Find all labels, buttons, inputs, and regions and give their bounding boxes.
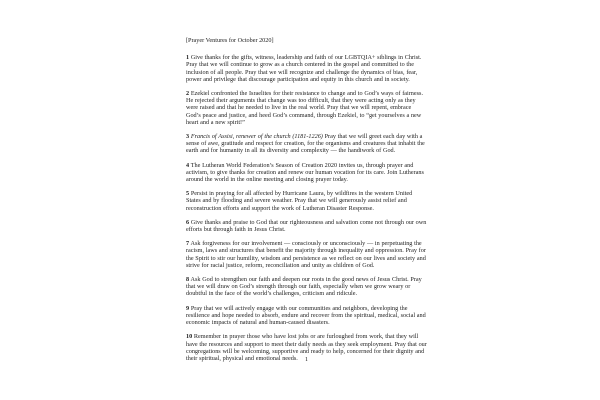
paragraph-text: Ezekiel confronted the Israelites for their resistance to change and to God’s ways of fairness. He rejected their arguments that change was too difficult, that they were acting only as they were raised and that he needed to live in the real world. Pray that we will repent, embrace God’s peace and justice, and heed God’s command, through Ezekiel, to “get yourselves a new heart and a new spirit!” <box>186 90 424 126</box>
paragraph-9 <box>186 305 427 327</box>
page-number: 1 <box>304 356 309 363</box>
paragraph-text: The Lutheran World Federation’s Season of Creation 2020 invites us, through prayer and activism, to give thanks for creation and renew our human vocation for its care. Join Lutherans around the world in the online meeting and closing prayer today. <box>186 161 424 184</box>
paragraph-number: 2 <box>186 90 190 98</box>
document-header: [Prayer Ventures for October 2020] <box>186 37 274 44</box>
paragraph-text: Ask forgiveness for our involvement — consciously or unconsciously — in perpetuating the racism, laws and structures that benefit the majority through inequality and oppression. Pray for the Spirit to stir our humility, wisdom and persistence as we reflect on our lives and society and strive for racial justice, reform, reconciliation and unity as children of God. <box>186 240 426 269</box>
paragraph-1 <box>186 54 427 83</box>
paragraph-text: Ask God to strengthen our faith and deepen our roots in the good news of Jesus Christ. Pray that we will draw on God’s strength through our faith, especially when we grow weary or doubtful in the face of the world’s challenges, criticism and ridicule. <box>186 276 422 298</box>
paragraph-number: 6 <box>186 218 190 226</box>
paragraph-text: Remember in prayer those who have lost jobs or are furloughed from work, that they will have the resources and support to meet their daily needs as they seek employment. Pray that our congregations will be welcoming, supportive and ready to help, concerned for their dignity and their spiritual, physical and emotional needs. <box>186 333 427 362</box>
paragraph-3 <box>186 133 427 155</box>
paragraph-number: 9 <box>186 304 190 312</box>
paragraph-number: 1 <box>186 54 190 62</box>
document-text-block <box>186 37 427 369</box>
paragraph-text: Pray that we will actively engage with our communities and neighbors, developing the resilience and hope needed to absorb, endure and recover from the spiritual, medical, social and economic impacts of natural and human-caused disasters. <box>186 304 426 327</box>
paragraph-number: 5 <box>186 190 190 198</box>
paragraph-text: Persist in praying for all affected by Hurricane Laura, by wildfires in the western United States and by flooding and severe weather. Pray that we will generously assist relief and reconstruction efforts and support the work of Lutheran Disaster Response. <box>186 190 413 212</box>
paragraph-8 <box>186 276 427 298</box>
paragraph-4 <box>186 162 427 184</box>
paragraph-italic-lead: Francis of Assisi, renewer of the church (1181-1226) <box>189 133 323 141</box>
paragraph-number: 4 <box>186 161 190 169</box>
paragraph-number: 10 <box>186 333 193 341</box>
paragraph-number: 7 <box>186 240 190 248</box>
paragraph-text: Give thanks and praise to God that our righteousness and salvation come not through our own efforts but through faith in Jesus Christ. <box>186 218 427 234</box>
paragraph-text: Give thanks for the gifts, witness, leadership and faith of our LGBTQIA+ siblings in Christ. Pray that we will continue to grow as a church centered in the gospel and committed to the inclusion of all people. Pray that we will recognize and challenge the dynamics of bias, fear, power and privilege that discourage participation and equity in this church and in society. <box>186 54 422 83</box>
paragraph-number: 3 <box>186 133 190 141</box>
paragraph-number: 8 <box>186 276 190 284</box>
paragraph-2 <box>186 90 427 126</box>
paragraph-text: Pray that we will greet each day with a sense of awe, gratitude and respect for creation, for the organisms and creatures that inhabit the earth and for humanity in all its diversity and complexity — the handiwork of God. <box>186 133 425 155</box>
paragraph-6 <box>186 219 427 233</box>
paragraph-7 <box>186 240 427 269</box>
paragraph-5 <box>186 190 427 212</box>
